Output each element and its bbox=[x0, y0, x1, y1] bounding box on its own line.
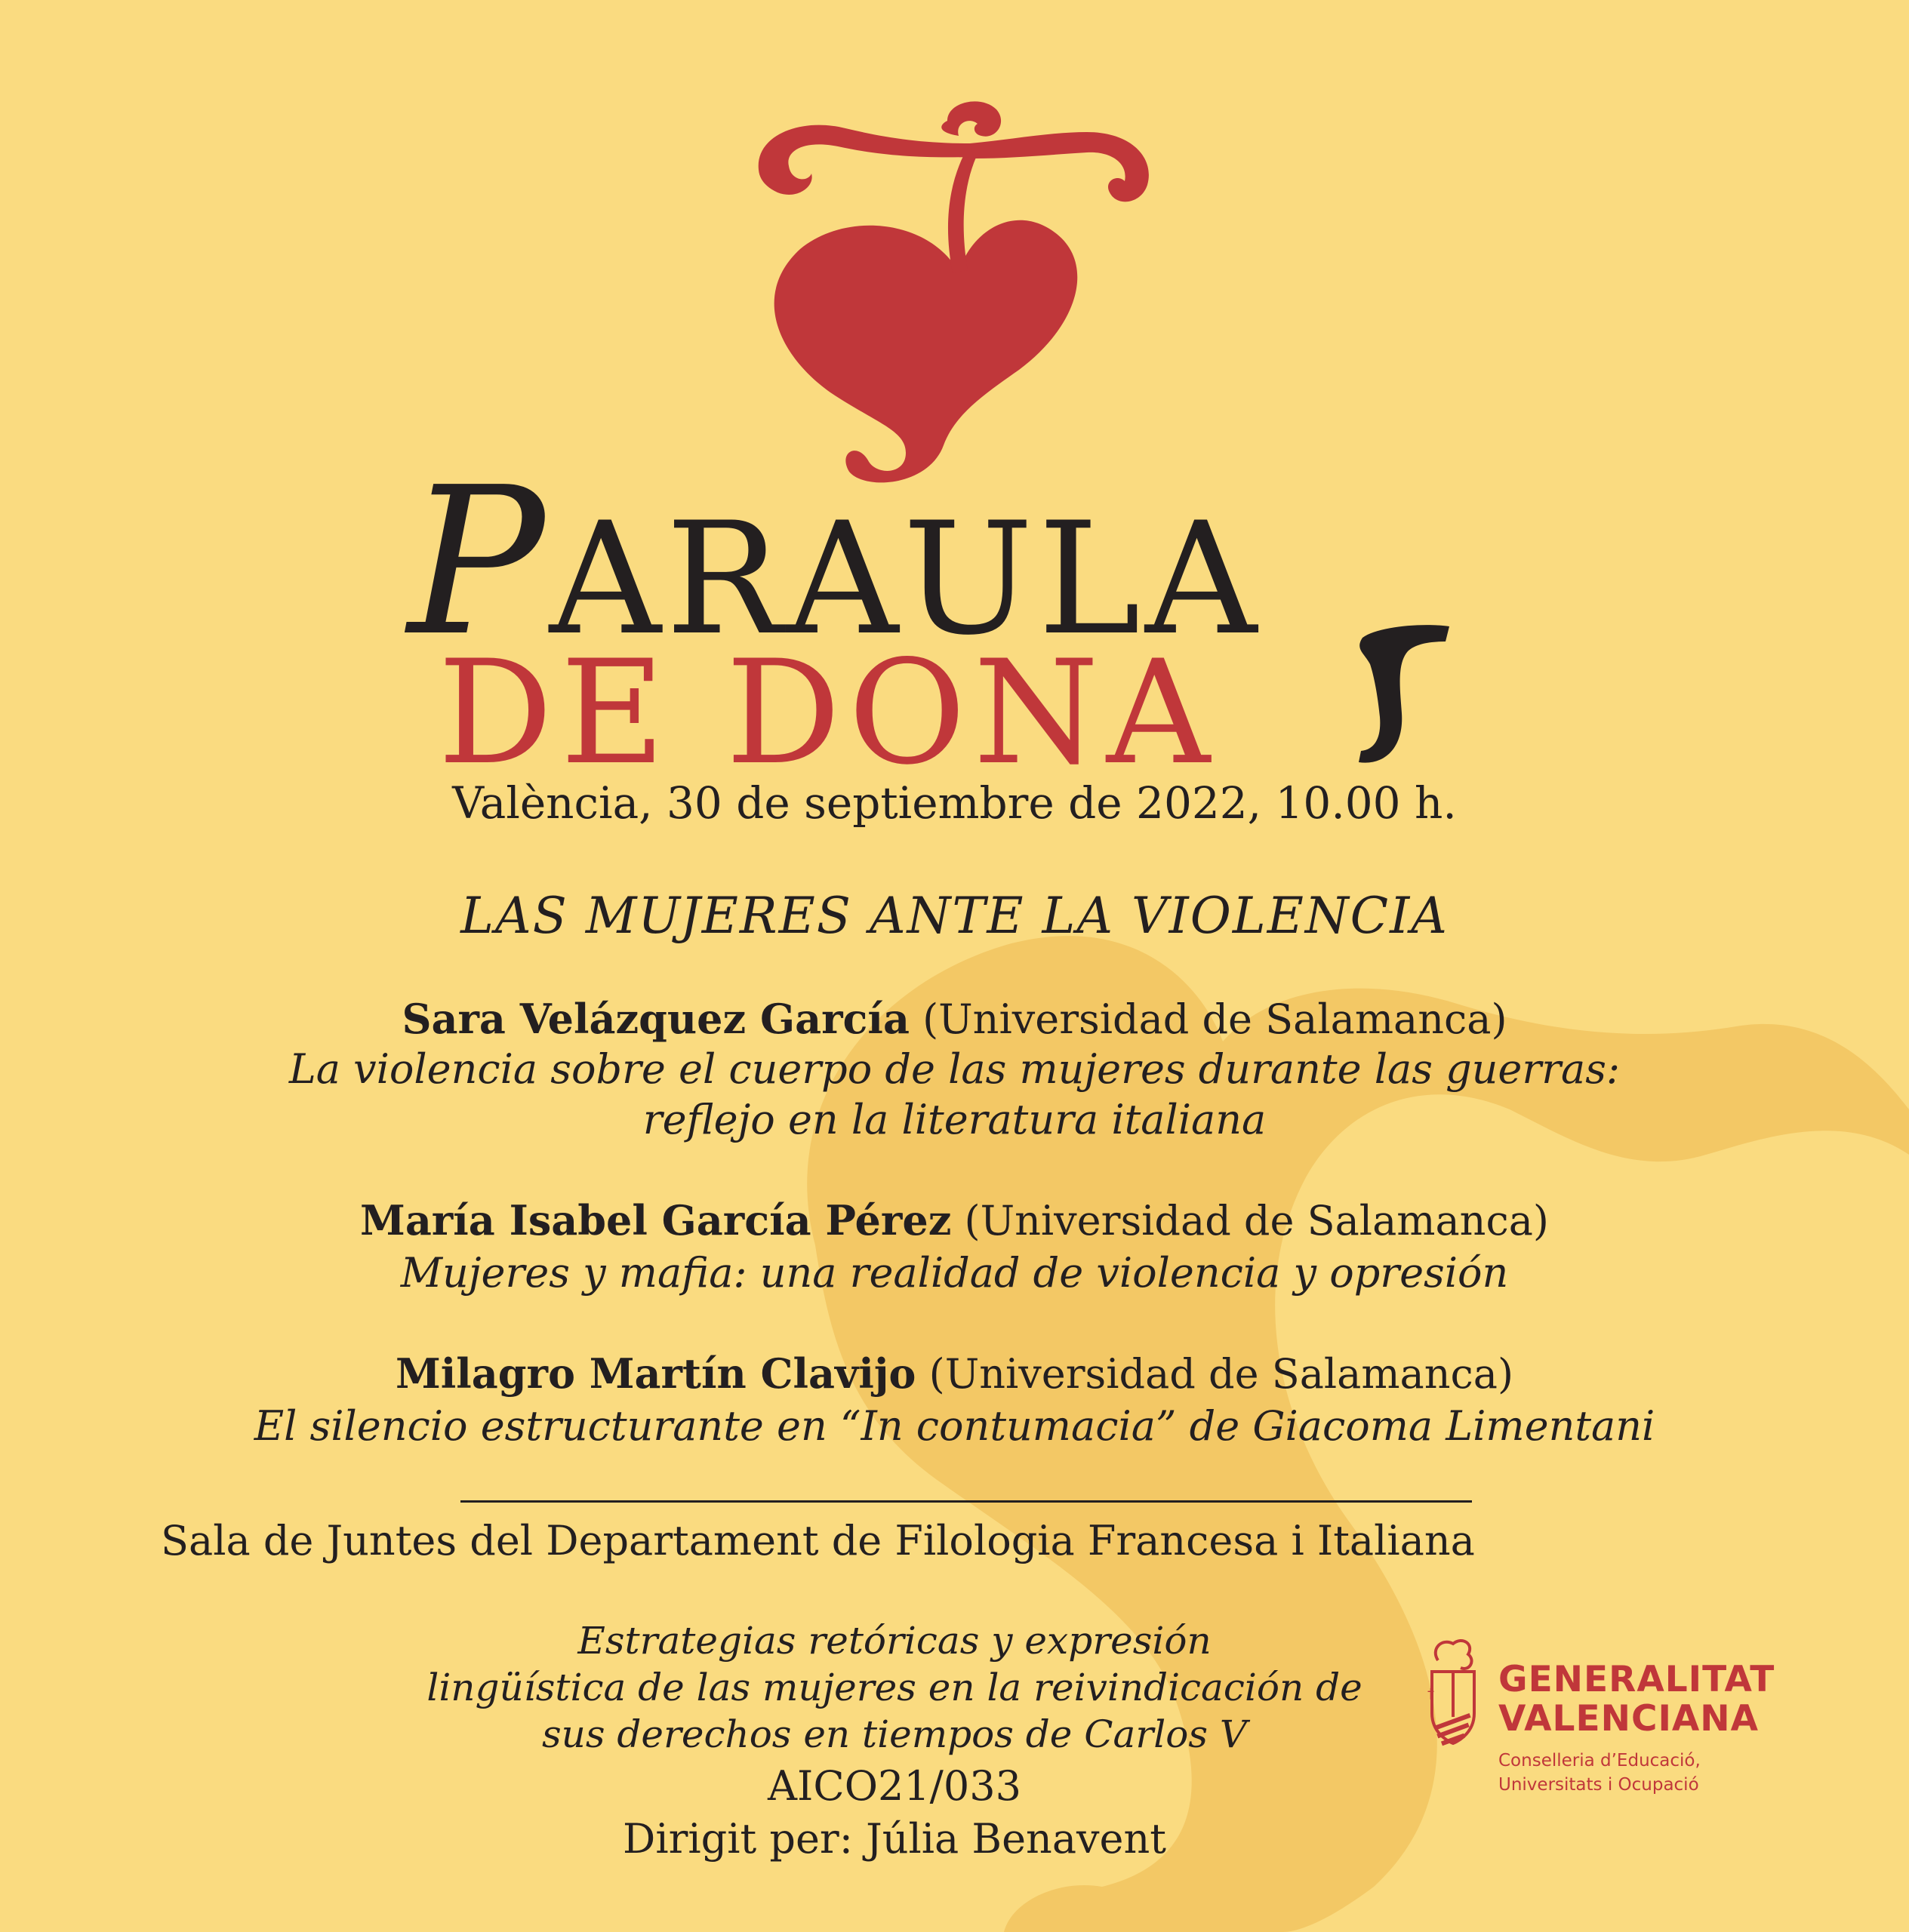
talk-title-cont: reflejo en la literatura italiana bbox=[642, 1096, 1267, 1143]
sponsor-dept-line1: Conselleria d’Educació, bbox=[1498, 1751, 1701, 1770]
sponsor-name-line1: GENERALITAT bbox=[1498, 1659, 1775, 1700]
svg-text:†: † bbox=[1427, 1686, 1434, 1702]
project-title-line: Estrategias retóricas y expresión bbox=[577, 1619, 1212, 1663]
speaker-1 bbox=[0, 995, 1909, 1043]
speaker-3 bbox=[0, 1349, 1909, 1398]
speaker-affiliation: (Universidad de Salamanca) bbox=[922, 995, 1507, 1043]
title-first-letter: P bbox=[408, 443, 550, 681]
talk-title: Mujeres y mafia: una realidad de violencia y opresión bbox=[400, 1249, 1509, 1297]
project-title-line: sus derechos en tiempos de Carlos V bbox=[541, 1712, 1247, 1756]
heart-emblem-icon bbox=[755, 98, 1178, 483]
venue: Sala de Juntes del Departament de Filologia Francesa i Italiana bbox=[161, 1517, 1475, 1564]
project-code: AICO21/033 bbox=[768, 1762, 1021, 1810]
speaker-name: Sara Velázquez García bbox=[402, 995, 910, 1043]
hook-ornament-icon bbox=[1355, 623, 1453, 766]
divider bbox=[460, 1500, 1472, 1503]
talk-title: El silencio estructurante en “In contumacia” de Giacoma Limentani bbox=[254, 1402, 1655, 1450]
title-de-dona: DE DONA bbox=[438, 629, 1218, 796]
speaker-2 bbox=[0, 1196, 1909, 1244]
title-rest: ARAULA bbox=[549, 490, 1262, 669]
speaker-affiliation: (Universidad de Salamanca) bbox=[964, 1197, 1549, 1244]
session-title: LAS MUJERES ANTE LA VIOLENCIA bbox=[460, 887, 1449, 945]
project-director: Dirigit per: Júlia Benavent bbox=[623, 1815, 1166, 1863]
project-title-line: lingüística de las mujeres en la reivindicación de bbox=[426, 1666, 1362, 1709]
sponsor-dept-line2: Universitats i Ocupació bbox=[1498, 1775, 1699, 1795]
sponsor-name-line2: VALENCIANA bbox=[1498, 1698, 1760, 1740]
generalitat-coat-of-arms-icon bbox=[1423, 1630, 1483, 1766]
event-date: València, 30 de septiembre de 2022, 10.00 h. bbox=[452, 777, 1457, 829]
speaker-affiliation: (Universidad de Salamanca) bbox=[928, 1350, 1514, 1398]
speaker-name: María Isabel García Pérez bbox=[360, 1196, 952, 1244]
talk-title: La violencia sobre el cuerpo de las mujeres durante las guerras: bbox=[288, 1045, 1621, 1093]
speaker-name: Milagro Martín Clavijo bbox=[395, 1349, 916, 1398]
